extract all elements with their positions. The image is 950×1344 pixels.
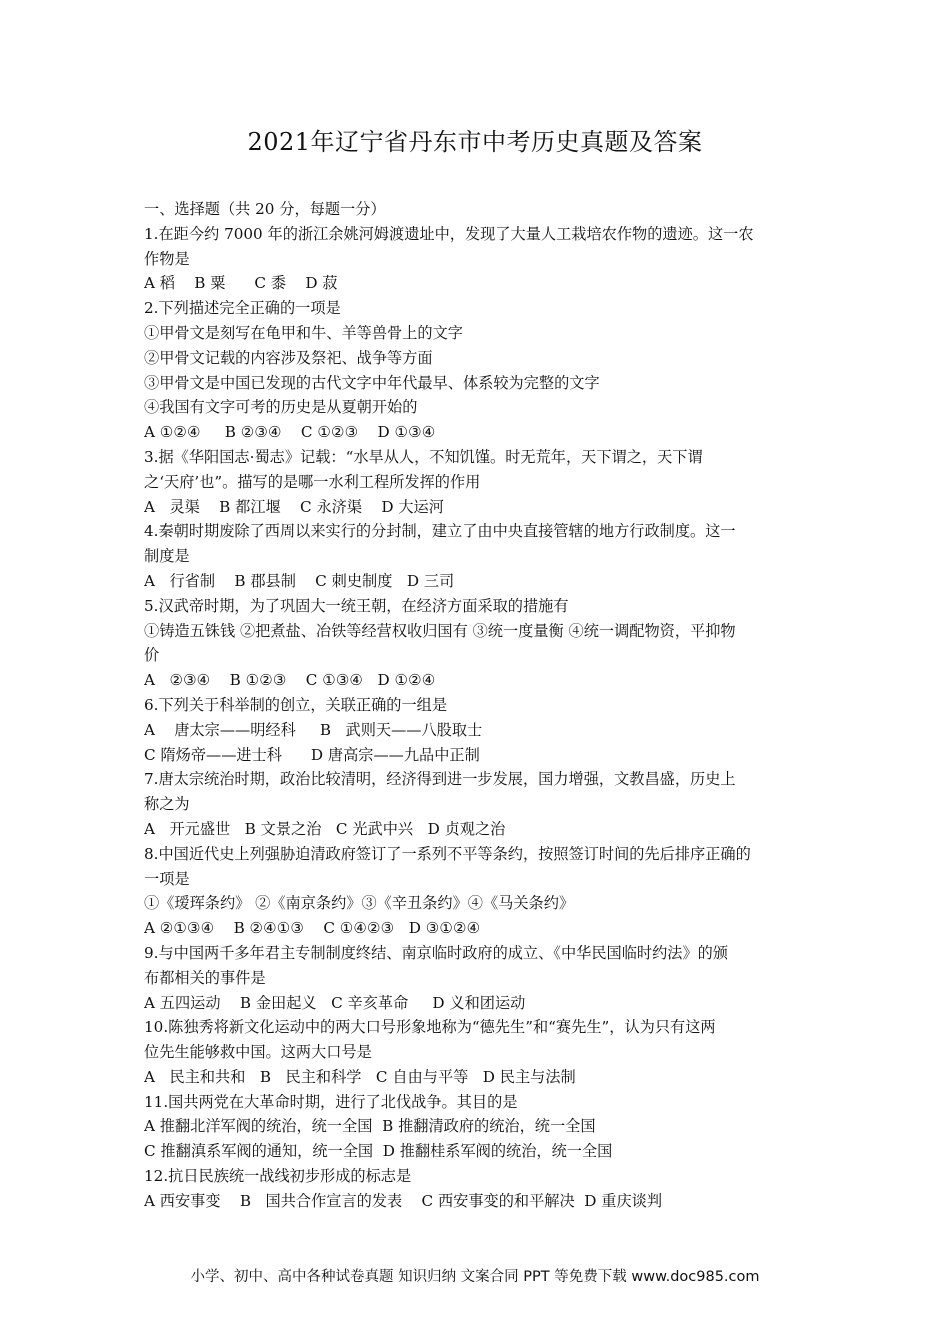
text-line: A 灵渠 B 都江堰 C 永济渠 D 大运河 bbox=[144, 497, 444, 516]
text-line: 9.与中国两千多年君主专制制度终结、南京临时政府的成立、《中华民国临时约法》的颁 bbox=[144, 943, 729, 962]
text-line: 3.据《华阳国志·蜀志》记载：“水旱从人，不知饥馑。时无荒年，天下谓之，天下谓 bbox=[144, 447, 703, 466]
text-line: 8.中国近代史上列强胁迫清政府签订了一系列不平等条约，按照签订时间的先后排序正确的 bbox=[144, 844, 751, 863]
text-line: A 稻 B 粟 C 黍 D 菽 bbox=[144, 274, 338, 293]
text-line: A ②①③④ B ②④①③ C ①④②③ D ③①②④ bbox=[144, 919, 481, 938]
text-line: A 西安事变 B 国共合作宣言的发表 C 西安事变的和平解决 D 重庆谈判 bbox=[144, 1191, 663, 1210]
text-line: 作物是 bbox=[144, 249, 190, 268]
text-line: A 民主和共和 B 民主和科学 C 自由与平等 D 民主与法制 bbox=[144, 1067, 576, 1086]
text-line: 一项是 bbox=[144, 869, 190, 888]
document-title: 2021年辽宁省丹东市中考历史真题及答案 bbox=[247, 128, 703, 156]
text-line: A 推翻北洋军阀的统治，统一全国 B 推翻清政府的统治，统一全国 bbox=[144, 1117, 596, 1136]
text-line: A 唐太宗——明经科 B 武则天——八股取士 bbox=[144, 720, 483, 739]
text-line: 1.在距今约 7000 年的浙江余姚河姆渡遗址中，发现了大量人工栽培农作物的遗迹。这一农 bbox=[144, 224, 754, 243]
text-line: ①铸造五铢钱 ②把煮盐、冶铁等经营权收归国有 ③统一度量衡 ④统一调配物资，平抑物 bbox=[144, 621, 736, 640]
text-line: C 隋炀帝——进士科 D 唐高宗——九品中正制 bbox=[144, 745, 480, 764]
text-line: ①《瑷珲条约》 ②《南京条约》③《辛丑条约》④《马关条约》 bbox=[144, 894, 575, 913]
text-line: ①甲骨文是刻写在龟甲和牛、羊等兽骨上的文字 bbox=[144, 323, 463, 342]
text-line: 制度是 bbox=[144, 547, 190, 566]
text-line: 11.国共两党在大革命时期，进行了北伐战争。其目的是 bbox=[144, 1092, 518, 1111]
text-line: 6.下列关于科举制的创立，关联正确的一组是 bbox=[144, 695, 448, 714]
text-line: 之‘天府’也”。描写的是哪一水利工程所发挥的作用 bbox=[144, 472, 481, 491]
text-line: 布都相关的事件是 bbox=[144, 968, 266, 987]
text-line: 价 bbox=[144, 646, 160, 665]
text-line: ③甲骨文是中国已发现的古代文字中年代最早、体系较为完整的文字 bbox=[144, 373, 600, 392]
text-line: C 推翻滇系军阀的通知，统一全国 D 推翻桂系军阀的统治，统一全国 bbox=[144, 1142, 613, 1161]
text-line: A 行省制 B 郡县制 C 刺史制度 D 三司 bbox=[144, 571, 455, 590]
question-content bbox=[144, 197, 812, 1214]
text-line: 7.唐太宗统治时期，政治比较清明，经济得到进一步发展，国力增强，文教昌盛，历史上 bbox=[144, 770, 736, 789]
text-line: A ②③④ B ①②③ C ①③④ D ①②④ bbox=[144, 671, 436, 690]
text-line: 一、选择题（共 20 分，每题一分） bbox=[144, 200, 386, 218]
text-line: 2.下列描述完全正确的一项是 bbox=[144, 299, 341, 318]
text-line: A 五四运动 B 金田起义 C 辛亥革命 D 义和团运动 bbox=[144, 993, 526, 1012]
text-line: 5.汉武帝时期，为了巩固大一统王朝，在经济方面采取的措施有 bbox=[144, 596, 569, 615]
text-line: 位先生能够救中国。这两大口号是 bbox=[144, 1043, 372, 1062]
footer-watermark: 小学、初中、高中各种试卷真题 知识归纳 文案合同 PPT 等免费下载 www.doc985.com bbox=[190, 1269, 760, 1285]
text-line: 10.陈独秀将新文化运动中的两大口号形象地称为“德先生”和“赛先生”，认为只有这两 bbox=[144, 1018, 716, 1037]
text-line: A 开元盛世 B 文景之治 C 光武中兴 D 贞观之治 bbox=[144, 819, 506, 838]
text-line: 4.秦朝时期废除了西周以来实行的分封制，建立了由中央直接管辖的地方行政制度。这一 bbox=[144, 522, 736, 541]
text-line: 称之为 bbox=[144, 795, 190, 814]
text-line: ④我国有文字可考的历史是从夏朝开始的 bbox=[144, 398, 418, 417]
text-line: ②甲骨文记载的内容涉及祭祀、战争等方面 bbox=[144, 348, 433, 367]
text-line: A ①②④ B ②③④ C ①②③ D ①③④ bbox=[144, 423, 436, 442]
text-line: 12.抗日民族统一战线初步形成的标志是 bbox=[144, 1167, 412, 1186]
